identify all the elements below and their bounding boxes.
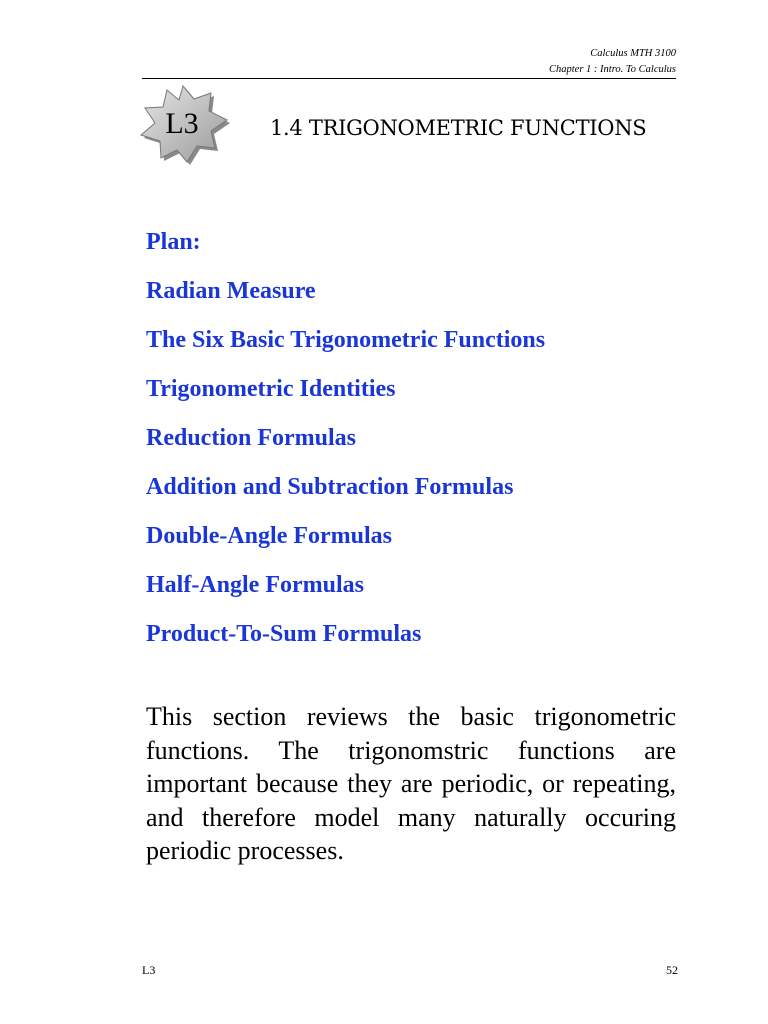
lesson-badge: [127, 80, 231, 170]
plan-heading: Plan:: [146, 229, 201, 255]
plan-item-six-basic-functions: The Six Basic Trigonometric Functions: [146, 327, 546, 353]
header-divider: [142, 78, 676, 79]
plan-item-reduction-formulas: Reduction Formulas: [146, 425, 356, 451]
plan-item-addition-subtraction: Addition and Subtraction Formulas: [146, 474, 514, 500]
plan-item-radian-measure: Radian Measure: [146, 278, 316, 304]
header-chapter: Chapter 1 : Intro. To Calculus: [549, 64, 676, 75]
star-badge-icon: [127, 80, 231, 170]
footer-lesson-label: L3: [142, 963, 156, 977]
plan-item-trig-identities: Trigonometric Identities: [146, 376, 396, 402]
page-header: [549, 46, 676, 78]
plan-list: [146, 271, 545, 663]
page-number: 52: [666, 963, 678, 977]
body-paragraph: This section reviews the basic trigonometric functions. The trigonomstric functions are important because they are periodic, or repeating, and therefore model many naturally occuring periodic processes.: [146, 702, 676, 865]
badge-label: L3: [165, 107, 199, 140]
section-title: 1.4 TRIGONOMETRIC FUNCTIONS: [270, 116, 647, 140]
plan-item-half-angle: Half-Angle Formulas: [146, 572, 364, 598]
plan-item-product-to-sum: Product-To-Sum Formulas: [146, 621, 422, 647]
header-course: Calculus MTH 3100: [590, 48, 676, 59]
plan-item-double-angle: Double-Angle Formulas: [146, 523, 392, 549]
